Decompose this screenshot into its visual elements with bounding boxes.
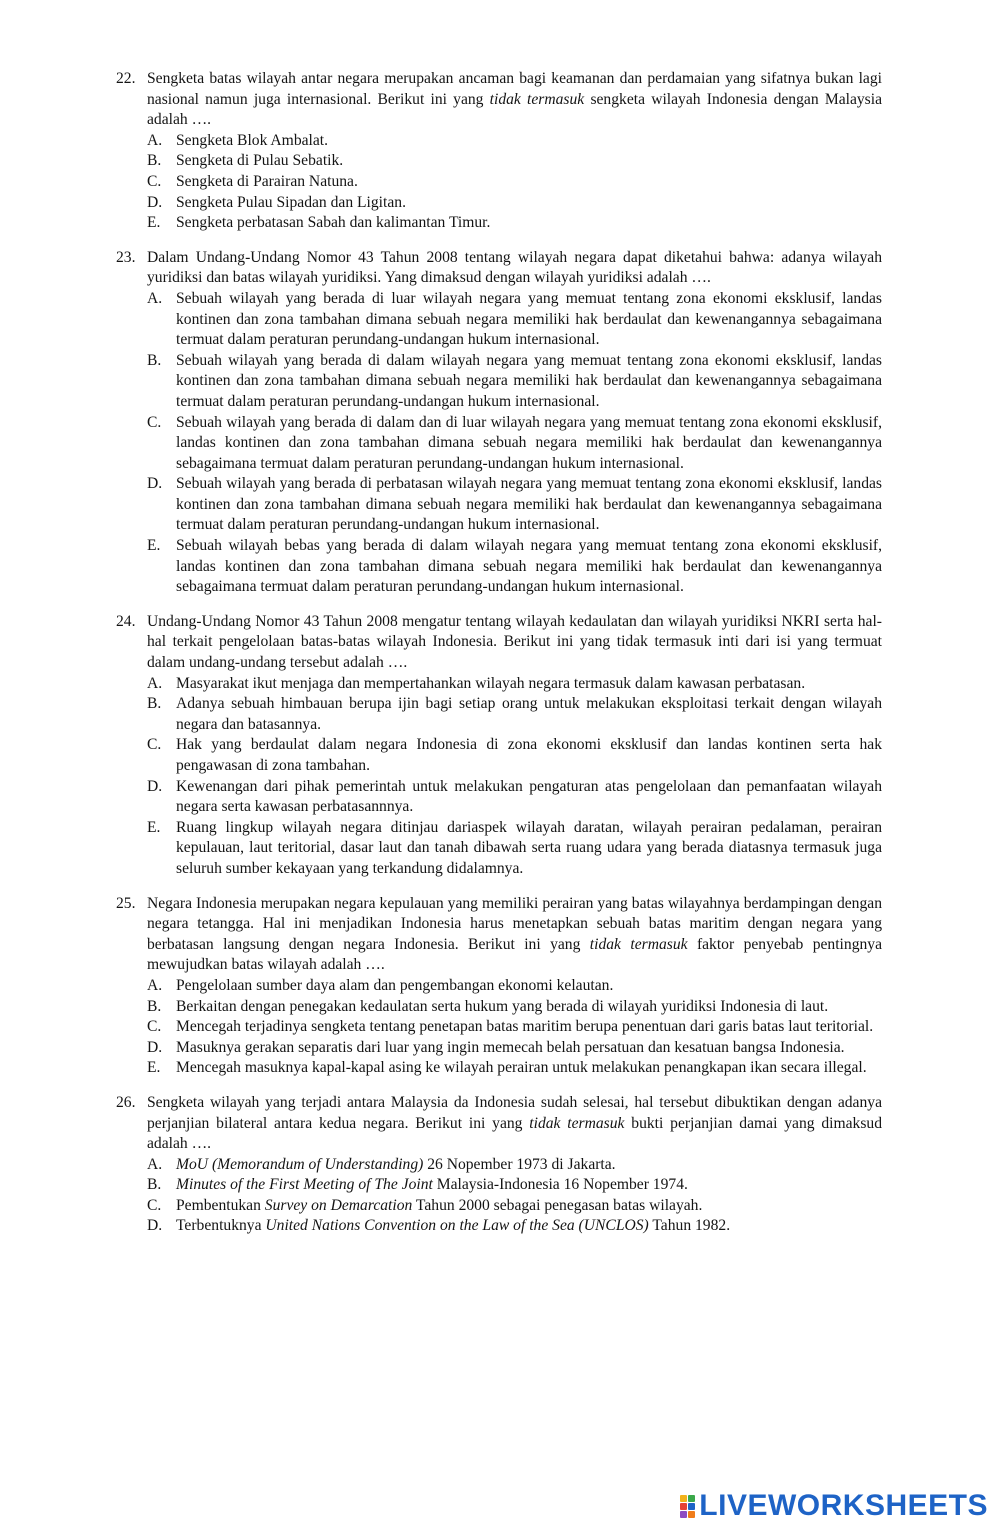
question-stem: [147, 69, 882, 131]
option-label: E.: [147, 1059, 161, 1077]
question-stem: [147, 612, 882, 674]
italic-text: United Nations Convention on the Law of the Sea (UNCLOS): [265, 1217, 649, 1235]
answer-option: [147, 193, 882, 214]
text-run: Sebuah wilayah yang berada di dalam dan di luar wilayah negara yang memuat tentang zona ekonomi eksklusif, landas kontinen dan zona tambahan dimana sebuah negara memiliki hak berdaulat dan kewenangannya sebagaimana termuat dalam peraturan perundang-undangan hukum internasional.: [176, 413, 882, 472]
option-label: B.: [147, 695, 162, 713]
italic-text: Minutes of the First Meeting of The Joint: [176, 1176, 433, 1194]
logo-mark-square: [680, 1495, 687, 1502]
answer-option: [147, 674, 882, 695]
option-label: D.: [147, 1217, 163, 1235]
answer-option: [147, 694, 882, 735]
question-body: [147, 248, 882, 598]
text-run: Sebuah wilayah yang berada di dalam wilayah negara yang memuat tentang zona ekonomi eksklusif, landas kontinen dan zona tambahan dimana sebuah negara memiliki hak berdaulat dan kewenangannya sebagaimana termuat dalam peraturan perundang-undangan hukum internasional.: [176, 351, 882, 410]
worksheet-page: [116, 69, 882, 1251]
answer-option: [147, 1058, 882, 1079]
logo-mark-square: [688, 1511, 695, 1518]
option-label: A.: [147, 131, 163, 149]
option-label: C.: [147, 172, 162, 190]
text-run: Malaysia-Indonesia 16 Nopember 1974.: [432, 1176, 688, 1194]
option-text: [176, 674, 882, 695]
option-label: B.: [147, 152, 162, 170]
answer-option: [147, 1216, 882, 1237]
option-text: [176, 1155, 882, 1176]
question-26: [116, 1093, 882, 1237]
answer-option: [147, 213, 882, 234]
option-text: [176, 1038, 882, 1059]
text-run: Tahun 1982.: [648, 1217, 731, 1235]
answer-option: [147, 151, 882, 172]
logo-mark-square: [688, 1503, 695, 1510]
logo-mark-square: [680, 1511, 687, 1518]
option-label: D.: [147, 1038, 163, 1056]
answer-options: [147, 976, 882, 1079]
question-body: [147, 1093, 882, 1237]
option-text: [176, 976, 882, 997]
text-run: Dalam Undang-Undang Nomor 43 Tahun 2008 tentang wilayah negara dapat diketahui bahwa: adanya wilayah yuridiksi dan batas wilayah yuridiksi. Yang dimaksud dengan wilayah yuridiksi adalah ….: [147, 248, 882, 287]
text-run: Mencegah terjadinya sengketa tentang penetapan batas maritim berupa penentuan dari garis batas laut teritorial.: [176, 1018, 874, 1036]
question-number: 22.: [116, 70, 136, 87]
text-run: Sebuah wilayah bebas yang berada di dalam wilayah negara yang memuat tentang zona ekonomi eksklusif, landas kontinen dan zona tambahan dimana sebuah negara memiliki hak berdaulat dan kewenangannya sebagaimana termuat dalam peraturan perundang-undangan hukum internasional.: [176, 537, 882, 596]
option-label: E.: [147, 537, 161, 555]
answer-option: [147, 1196, 882, 1217]
question-stem: [147, 1093, 882, 1155]
text-run: Ruang lingkup wilayah negara ditinjau dariaspek wilayah daratan, wilayah perairan pedalaman, perairan kepulauan, laut teritorial, dasar laut dan tanah dibawah serta ruang udara yang berada diatasnya termasuk juga seluruh sumber kekayaan yang terkandung didalamnya.: [176, 818, 882, 877]
answer-option: [147, 818, 882, 880]
option-text: [176, 193, 882, 214]
question-number: 24.: [116, 612, 136, 630]
answer-option: [147, 1038, 882, 1059]
text-run: Berkaitan dengan penegakan kedaulatan serta hukum yang berada di wilayah yuridiksi Indonesia di laut.: [176, 997, 829, 1015]
answer-option: [147, 735, 882, 776]
question-number: 25.: [116, 894, 136, 912]
text-run: bukti perjanjian damai yang dimaksud adalah ….: [147, 1114, 882, 1153]
question-25: [116, 894, 882, 1079]
italic-text: Survey on Demarcation: [264, 1196, 413, 1214]
text-run: 26 Nopember 1973 di Jakarta.: [423, 1155, 616, 1173]
option-label: E.: [147, 818, 161, 836]
answer-option: [147, 1155, 882, 1176]
answer-option: [147, 413, 882, 475]
option-text: [176, 694, 882, 735]
answer-options: [147, 289, 882, 598]
text-run: Masuknya gerakan separatis dari luar yang ingin memecah belah persatuan dan kesatuan bangsa Indonesia.: [176, 1038, 845, 1056]
answer-option: [147, 536, 882, 598]
answer-option: [147, 351, 882, 413]
option-text: [176, 351, 882, 413]
text-run: Sengketa batas wilayah antar negara merupakan ancaman bagi keamanan dan perdamaian yang sifatnya bukan lagi nasional namun juga internasional. Berikut ini yang: [147, 70, 882, 108]
italic-text: MoU (Memorandum of Understanding): [176, 1155, 424, 1173]
text-run: Negara Indonesia merupakan negara kepulauan yang memiliki perairan yang batas wilayahnya berdampingan dengan negara tetangga. Hal ini menjadikan Indonesia harus menetapkan sebuah batas maritim dengan negara yang berbatasan langsung dengan negara Indonesia. Berikut ini yang: [147, 894, 882, 953]
option-label: A.: [147, 976, 163, 994]
question-body: [147, 612, 882, 880]
question-23: [116, 248, 882, 598]
option-label: B.: [147, 997, 162, 1015]
option-text: [176, 172, 882, 193]
option-text: [176, 413, 882, 475]
option-text: [176, 1058, 882, 1079]
answer-option: [147, 1175, 882, 1196]
option-text: [176, 213, 882, 234]
option-label: B.: [147, 1176, 162, 1194]
text-run: Sengketa Blok Ambalat.: [176, 131, 329, 149]
text-run: Kewenangan dari pihak pemerintah untuk melakukan pengaturan atas pengelolaan dan pemanfaatan wilayah negara serta kawasan perbatasannnya.: [176, 777, 882, 816]
answer-option: [147, 777, 882, 818]
option-label: C.: [147, 413, 162, 431]
option-label: C.: [147, 1196, 162, 1214]
italic-text: tidak termasuk: [489, 90, 585, 108]
logo-mark-icon: [680, 1495, 695, 1518]
option-label: D.: [147, 777, 163, 795]
text-run: Undang-Undang Nomor 43 Tahun 2008 mengatur tentang wilayah kedaulatan dan wilayah yuridiksi NKRI serta hal-hal terkait pengelolaan batas-batas wilayah Indonesia. Berikut ini yang tidak termasuk inti dari isi yang termuat dalam undang-undang tersebut adalah ….: [147, 612, 882, 672]
answer-option: [147, 474, 882, 536]
text-run: Adanya sebuah himbauan berupa ijin bagi setiap orang untuk melakukan eksploitasi terkait dengan wilayah negara dan batasannya.: [176, 695, 882, 733]
text-run: Pembentukan: [176, 1196, 265, 1214]
logo-mark-square: [680, 1503, 687, 1510]
option-text: [176, 474, 882, 536]
text-run: Sebuah wilayah yang berada di luar wilayah negara yang memuat tentang zona ekonomi eksklusif, landas kontinen dan zona tambahan dimana sebuah negara memiliki hak berdaulat dan kewenangannya sebagaimana termuat dalam peraturan perundang-undangan hukum internasional.: [176, 289, 882, 349]
option-text: [176, 151, 882, 172]
answer-options: [147, 131, 882, 234]
text-run: Tahun 2000 sebagai penegasan batas wilayah.: [412, 1196, 703, 1214]
option-text: [176, 735, 882, 776]
text-run: Masyarakat ikut menjaga dan mempertahankan wilayah negara termasuk dalam kawasan perbatasan.: [176, 674, 806, 692]
option-label: A.: [147, 1155, 163, 1173]
answer-option: [147, 1017, 882, 1038]
option-label: C.: [147, 736, 162, 754]
answer-option: [147, 131, 882, 152]
text-run: Terbentuknya: [176, 1217, 266, 1235]
text-run: Pengelolaan sumber daya alam dan pengembangan ekonomi kelautan.: [176, 976, 614, 994]
option-text: [176, 1017, 882, 1038]
answer-option: [147, 976, 882, 997]
text-run: Sengketa Pulau Sipadan dan Ligitan.: [176, 193, 406, 211]
answer-options: [147, 1155, 882, 1237]
text-run: Hak yang berdaulat dalam negara Indonesia di zona ekonomi eksklusif dan landas kontinen serta hak pengawasan di zona tambahan.: [176, 736, 882, 774]
option-text: [176, 997, 882, 1018]
text-run: Sebuah wilayah yang berada di perbatasan wilayah negara yang memuat tentang zona ekonomi eksklusif, landas kontinen dan zona tambahan dimana sebuah negara memiliki hak berdaulat dan kewenangannya sebagaimana termuat dalam peraturan perundang-undangan hukum internasional.: [176, 475, 882, 534]
question-22: [116, 69, 882, 234]
text-run: Sengketa perbatasan Sabah dan kalimantan Timur.: [176, 214, 491, 232]
text-run: Sengketa di Parairan Natuna.: [176, 172, 358, 190]
option-label: B.: [147, 351, 162, 369]
option-label: A.: [147, 289, 163, 307]
option-text: [176, 818, 882, 880]
question-list: [116, 69, 882, 1237]
text-run: Sengketa wilayah yang terjadi antara Malaysia da Indonesia sudah selesai, hal tersebut dibuktikan dengan adanya perjanjian bilateral antara kedua negara. Berikut ini yang: [147, 1093, 882, 1132]
logo-mark-square: [688, 1495, 695, 1502]
option-text: [176, 1216, 882, 1237]
option-text: [176, 131, 882, 152]
text-run: Sengketa di Pulau Sebatik.: [176, 152, 344, 170]
question-body: [147, 894, 882, 1079]
option-text: [176, 777, 882, 818]
option-label: D.: [147, 193, 163, 211]
question-stem: [147, 248, 882, 289]
question-stem: [147, 894, 882, 976]
option-label: D.: [147, 475, 163, 493]
answer-option: [147, 289, 882, 351]
question-number: 23.: [116, 248, 136, 266]
option-label: E.: [147, 214, 161, 232]
answer-option: [147, 997, 882, 1018]
option-text: [176, 536, 882, 598]
logo-text: LIVEWORKSHEETS: [699, 1489, 988, 1522]
option-text: [176, 289, 882, 351]
question-body: [147, 69, 882, 234]
text-run: Mencegah masuknya kapal-kapal asing ke wilayah perairan untuk melakukan penangkapan ikan secara illegal.: [176, 1059, 867, 1077]
answer-options: [147, 674, 882, 880]
question-24: [116, 612, 882, 880]
text-run: faktor penyebab pentingnya mewujudkan batas wilayah adalah ….: [147, 935, 883, 974]
answer-option: [147, 172, 882, 193]
option-text: [176, 1175, 882, 1196]
option-label: A.: [147, 674, 163, 692]
liveworksheets-logo: [680, 1490, 988, 1522]
text-run: sengketa wilayah Indonesia dengan Malaysia adalah ….: [147, 90, 882, 129]
option-text: [176, 1196, 882, 1217]
italic-text: tidak termasuk: [529, 1114, 625, 1132]
italic-text: tidak termasuk: [589, 935, 688, 953]
question-number: 26.: [116, 1093, 136, 1111]
option-label: C.: [147, 1018, 162, 1036]
